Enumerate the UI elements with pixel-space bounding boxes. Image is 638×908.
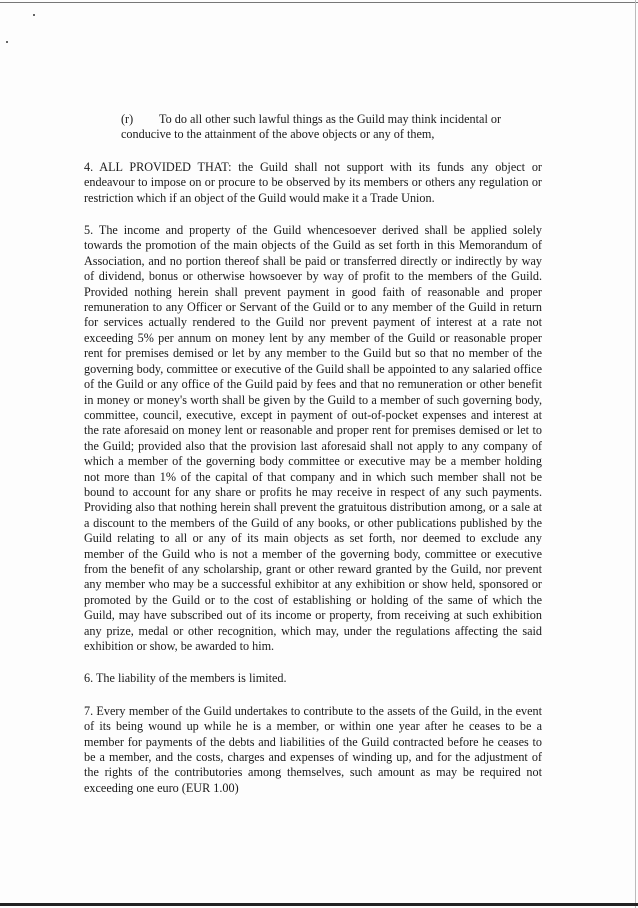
- scan-speck: [6, 41, 8, 43]
- clause-r-text: To do all other such lawful things as the Guild may think incidental or conducive to the attainment of the above objects or any of them,: [121, 112, 502, 142]
- scan-top-edge: [0, 2, 638, 3]
- clause-5: 5. The income and property of the Guild whencesoever derived shall be applied solely towards the promotion of the main objects of the Guild as set forth in this Memorandum of Association, and no portion thereof shall be paid or transferred directly or indirectly by way of dividend, bonus or otherwise howsoever by way of profit to the members of the Guild. Provided nothing herein shall prevent payment in good faith of reasonable and proper remuneration to any Officer or Servant of the Guild or to any member of the Guild in return for services actually rendered to the Guild nor prevent payment of interest at a rate not exceeding 5% per annum on money lent by any member of the Guild or reasonable proper rent for premises demised or let by any member to the Guild but so that no member of the governing body, committee or executive of the Guild shall be appointed to any salaried office of the Guild or any office of the Guild paid by fees and that no remuneration or other benefit in money or money's worth shall be given by the Guild to a member of such governing body, committee, council, executive, except in payment of out-of-pocket expenses and interest at the rate aforesaid on money lent or reasonable and proper rent for premises demised or let to the Guild; provided also that the provision last aforesaid shall not apply to any company of which a member of the governing body committee or executive may be a member holding not more than 1% of the capital of that company and in which such member shall not be bound to account for any share or profits he may receive in respect of any such payments. Providing also that nothing herein shall prevent the gratuitous distribution among, or a sale at a discount to the members of the Guild of any books, or other publications published by the Guild relating to all or any of its main objects as set forth, nor deemed to exclude any member of the Guild who is not a member of the governing body, committee or executive from the benefit of any scholarship, grant or other reward granted by the Guild, nor prevent any member who may be a successful exhibitor at any exhibition or show held, sponsored or promoted by the Guild or to the cost of establishing or holding of the same of which the Guild, may have subscribed out of its income or property, from receiving at such exhibition any prize, medal or other recognition, which may, under the regulations affecting the said exhibition or show, be awarded to him.: [84, 223, 542, 653]
- clause-r: [121, 112, 542, 143]
- clause-4: 4. ALL PROVIDED THAT: the Guild shall not support with its funds any object or endeavour to impose on or procure to be observed by its members or others any regulation or restriction which if an object of the Guild would make it a Trade Union.: [84, 159, 542, 205]
- clause-7: 7. Every member of the Guild undertakes to contribute to the assets of the Guild, in the event of its being wound up while he is a member, or within one year after he ceases to be a member for payments of the debts and liabilities of the Guild contracted before he ceases to be a member, and the costs, charges and expenses of winding up, and for the adjustment of the rights of the contributories among themselves, such amount as may be required not exceeding one euro (EUR 1.00): [84, 703, 542, 795]
- scan-bottom-edge: [0, 903, 638, 906]
- scan-speck: [33, 14, 35, 16]
- clause-r-marker: (r): [121, 112, 134, 126]
- clause-6: 6. The liability of the members is limited.: [84, 671, 287, 686]
- scan-right-edge: [635, 0, 636, 908]
- document-body: [84, 112, 542, 813]
